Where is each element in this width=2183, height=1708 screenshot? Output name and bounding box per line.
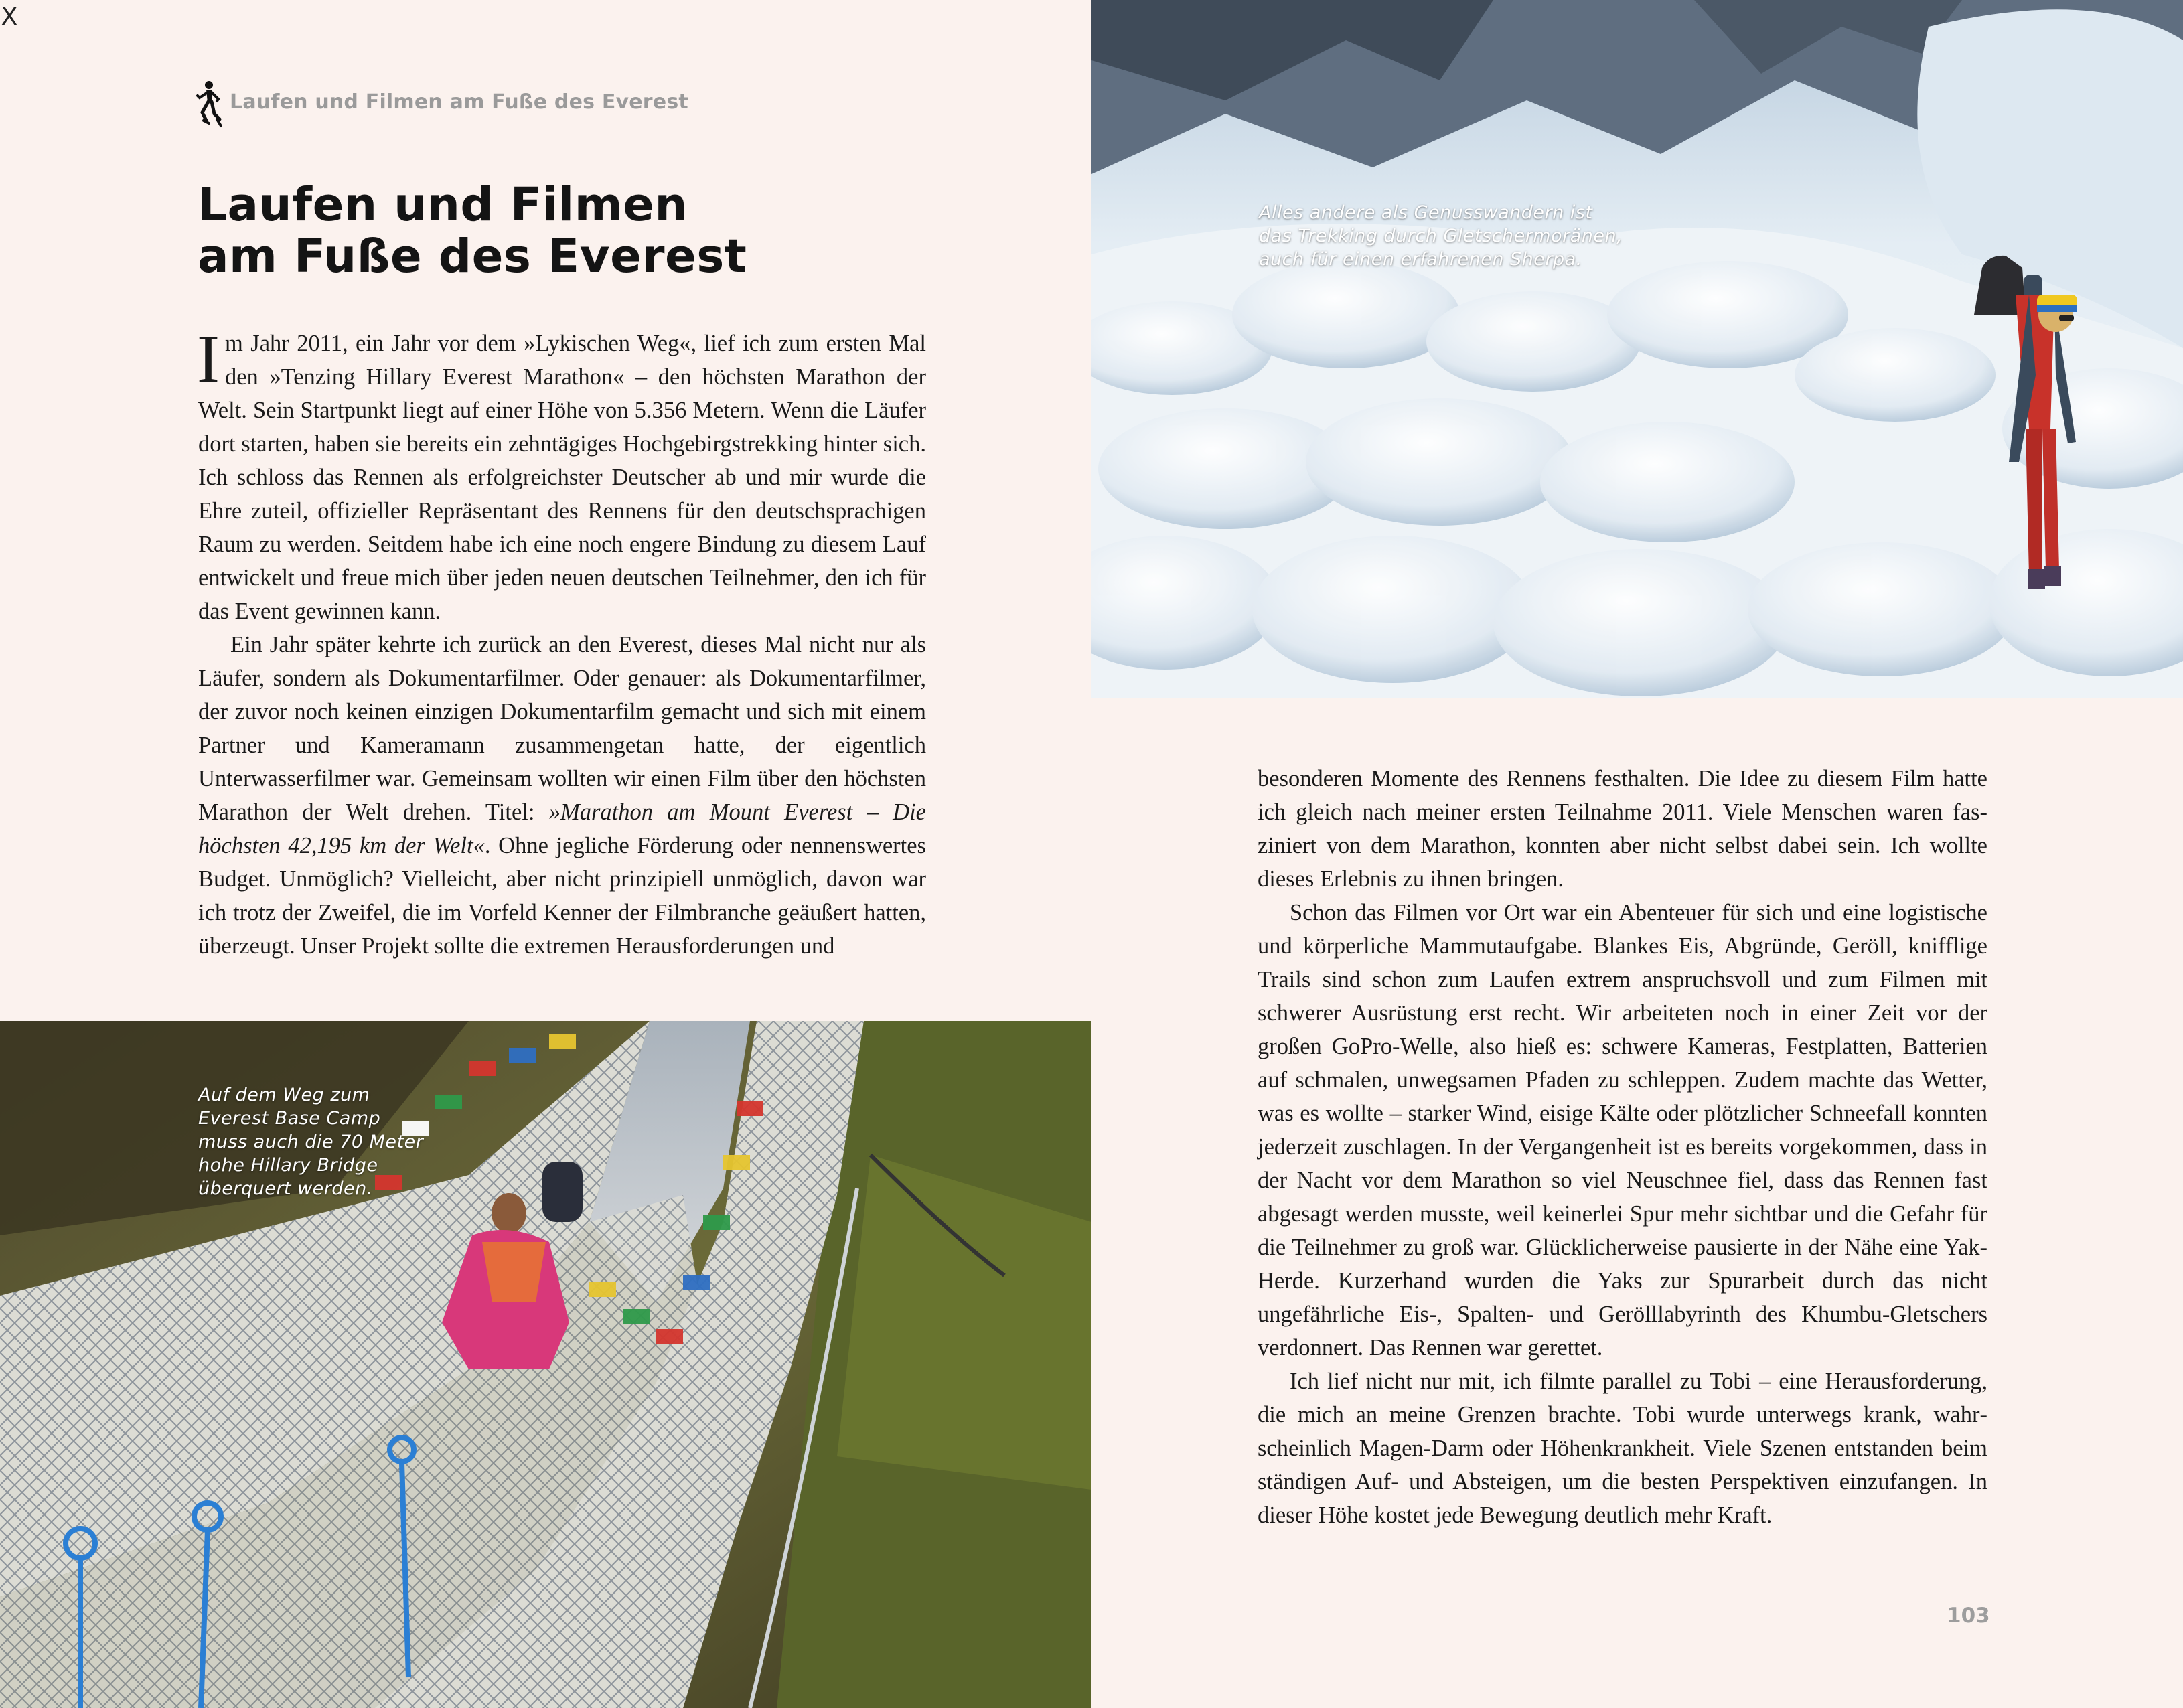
drop-cap: I bbox=[197, 321, 220, 397]
chapter-title-line-1: Laufen und Filmen bbox=[198, 178, 688, 232]
caption-line: muss auch die 70 Meter bbox=[198, 1132, 424, 1152]
caption-line: überquert werden. bbox=[198, 1178, 373, 1199]
page-number: 103 bbox=[1947, 1604, 1990, 1628]
chapter-title bbox=[198, 179, 934, 283]
chapter-title-line-2: am Fuße des Everest bbox=[198, 230, 747, 283]
glacier-photo bbox=[1092, 0, 2183, 698]
caption-line: Alles andere als Genusswandern ist bbox=[1259, 202, 1593, 223]
paragraph-text: Ein Jahr später kehrte ich zurück an den Everest, dieses Mal nicht nur als Läufer, sondern als Dokumentarfilmer. Oder genauer: als Dokumentarfilmer, der zuvor noch keinen einzigen Dokumentarfilm gemacht und sich mit einem Partner und Kameramann zusammengetan hatte, der eigentlich Unterwasserfilmer war. Gemeinsam wollten wir einen Film über den höchsten Marathon der Welt drehen. Titel: bbox=[198, 632, 926, 825]
hillary-bridge-photo bbox=[0, 1021, 1092, 1708]
close-icon[interactable]: X bbox=[1, 3, 18, 31]
paragraph-text: . Ohne jegliche Förderung oder nennenswertes Budget. Unmöglich? Vielleicht, aber nicht prinzipiell unmöglich, davon war ich trotz der Zweifel, die im Vorfeld Kenner der Filmbranche geäußert hatten, überzeugt. Unser Projekt sollte die extremen Herausforderungen und bbox=[198, 833, 926, 959]
caption-line: hohe Hillary Bridge bbox=[198, 1155, 378, 1176]
film-title: »Marathon am Mount Everest – Die höchsten 42,195 km der Welt« bbox=[198, 799, 926, 858]
paragraph: Ich lief nicht nur mit, ich filmte parallel zu Tobi – eine Herausforderung, die mich an meine Grenzen brachte. Tobi wurde unterwegs krank, wahrscheinlich Magen-Darm oder Höhenkrankheit. Viele Szenen entstanden beim ständigen Auf- und Absteigen, um die besten Perspektiven einzufangen. In dieser Höhe kostet jede Bewegung deutlich mehr Kraft. bbox=[1258, 1369, 1987, 1528]
paragraph bbox=[197, 321, 926, 628]
paragraph: besonderen Momente des Rennens festhalten. Die Idee zu diesem Film hatte ich gleich nach meiner ersten Teilnahme 2011. Viele Menschen waren fasziniert von dem Marathon, konnten aber nicht selbst dabei sein. Ich wollte dieses Erlebnis zu ihnen bringen. bbox=[1258, 766, 1987, 892]
left-text-column bbox=[197, 321, 926, 963]
right-text-column bbox=[1258, 762, 1987, 1532]
glacier-photo-caption bbox=[1259, 201, 1623, 271]
caption-line: das Trekking durch Gletschermoränen, bbox=[1259, 226, 1623, 246]
caption-line: Auf dem Weg zum bbox=[198, 1085, 370, 1105]
caption-line: Everest Base Camp bbox=[198, 1108, 381, 1129]
paragraph bbox=[198, 628, 926, 963]
caption-line: auch für einen erfahrenen Sherpa. bbox=[1259, 249, 1582, 270]
running-head: Laufen und Filmen am Fuße des Everest bbox=[230, 90, 688, 114]
paragraph: Schon das Filmen vor Ort war ein Abenteuer für sich und eine logistische und körperliche Mammutaufgabe. Blankes Eis, Abgründe, Geröll, knifflige Trails sind schon zum Laufen extrem anspruchsvoll und zum Filmen mit schwerer Ausrüstung erst recht. Wir arbeiteten noch in einer Zeit vor der großen GoPro-Welle, also hieß es: schwere Kameras, Festplatten, Batterien auf schmalen, unwegsamen Pfaden zu schleppen. Zudem machte das Wetter, was es wollte – starker Wind, eisige Kälte oder plötzlicher Schneefall konnten jederzeit zuschlagen. In der Vergangenheit ist es bereits vorgekommen, dass in der Nacht vor dem Marathon so viel Neuschnee fiel, dass das Rennen fast abgesagt werden musste, weil keinerlei Spur mehr sichtbar und die Gefahr für die Teilnehmer zu groß war. Glücklicherweise pausierte in der Nähe eine Yak-Herde. Kurzerhand wurden die Yaks zur Spurarbeit durch das nicht ungefährliche Eis-, Spalten- und Gerölllabyrinth des Khumbu-Gletschers verdonnert. Das Rennen war gerettet. bbox=[1258, 900, 1987, 1361]
bridge-photo-caption bbox=[198, 1083, 423, 1200]
paragraph-text: m Jahr 2011, ein Jahr vor dem »Lykischen Weg«, lief ich zum ersten Mal den »Tenzing Hillary Everest Marathon« – den höchsten Marathon der Welt. Sein Startpunkt liegt auf einer Höhe von 5.356 Metern. Wenn die Läufer dort starten, haben sie bereits ein zehntägiges Hochgebirgstrekking hinter sich. Ich schloss das Rennen als erfolgreichster Deutscher ab und mir wurde die Ehre zuteil, offizieller Repräsentant des Rennens für den deutschsprachigen Raum zu werden. Seitdem habe ich eine noch engere Bindung zu diesem Lauf entwickelt und freue mich über jeden neuen deutschen Teilnehmer, den ich für das Event gewinnen kann. bbox=[198, 331, 926, 624]
runner-icon bbox=[194, 79, 222, 129]
